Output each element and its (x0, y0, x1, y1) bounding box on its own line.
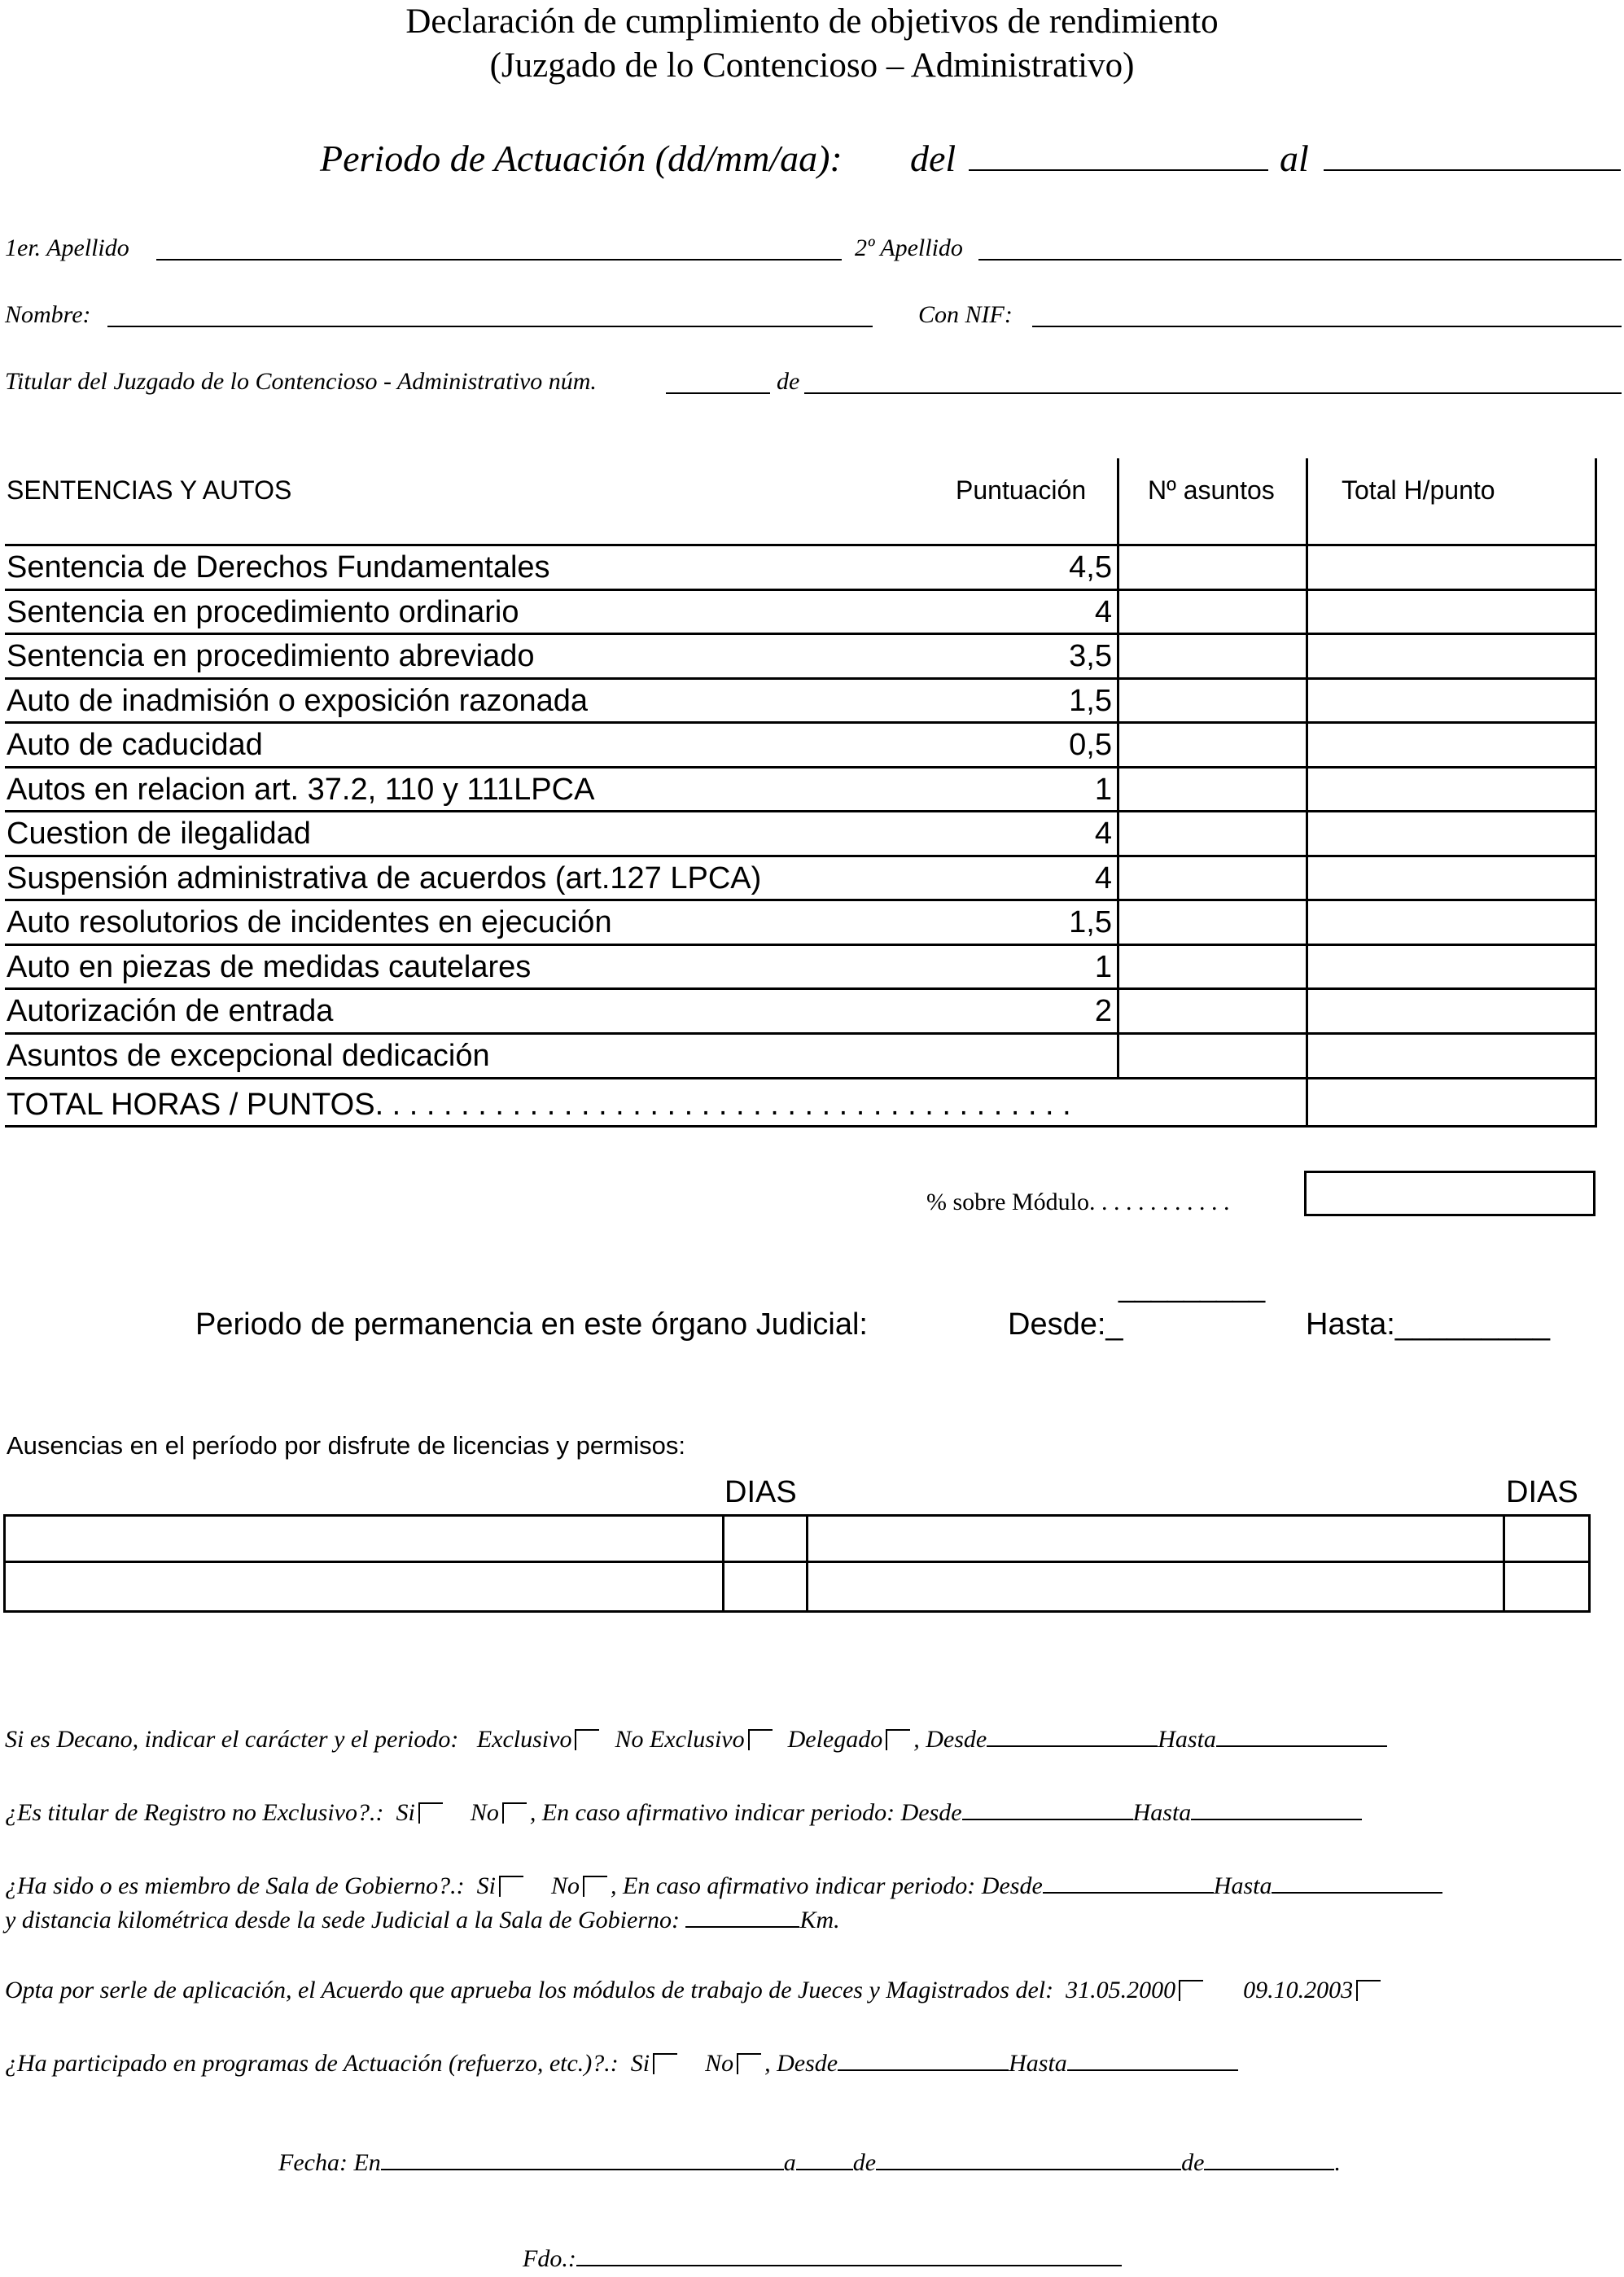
table-row-score: 1,5 (1069, 683, 1112, 718)
decano-opt1-label: Exclusivo (476, 1726, 572, 1753)
sala-no-label: No (551, 1872, 580, 1899)
court-number-field[interactable] (666, 392, 770, 394)
signature-line (523, 2245, 1122, 2273)
decano-to-label: Hasta (1158, 1726, 1216, 1753)
registro-from-field[interactable] (962, 1819, 1133, 1820)
programas-yes-label: Si (630, 2050, 650, 2077)
decano-from-label: , Desde (913, 1726, 987, 1753)
court-label: Titular del Juzgado de lo Contencioso - Administrativo núm. (5, 368, 597, 395)
title-line-1: Declaración de cumplimiento de objetivos de rendimiento (405, 2, 1219, 41)
table-divider (806, 1514, 808, 1613)
nif-field[interactable] (1032, 326, 1622, 327)
fecha-label: Fecha: En (278, 2149, 381, 2176)
fecha-dot: . (1334, 2149, 1341, 2176)
programas-to-field[interactable] (1067, 2069, 1238, 2071)
registro-no-label: No (470, 1799, 499, 1826)
sala-km-label: Km. (799, 1907, 840, 1933)
acuerdo-date2-checkbox[interactable] (1356, 1980, 1381, 2001)
decano-no-exclusivo-checkbox[interactable] (748, 1729, 773, 1750)
table-divider (1588, 1514, 1591, 1613)
programas-no-checkbox[interactable] (737, 2053, 761, 2074)
table-header-count: Nº asuntos (1148, 475, 1275, 505)
table-row-total-field[interactable] (1309, 679, 1592, 720)
decano-text: Si es Decano, indicar el carácter y el periodo: (5, 1726, 459, 1753)
table-row-count-field[interactable] (1120, 989, 1304, 1031)
table-row-total-field[interactable] (1309, 768, 1592, 809)
decano-question (5, 1726, 1387, 1754)
absences-label: Ausencias en el período por disfrute de licencias y permisos: (7, 1431, 685, 1460)
sala-question (5, 1872, 1442, 1900)
surname1-label: 1er. Apellido (5, 234, 129, 261)
title-line-2: (Juzgado de lo Contencioso – Administrativo) (489, 46, 1135, 85)
table-row-score: 0,5 (1069, 728, 1112, 762)
programas-question (5, 2050, 1238, 2078)
permanence-from-over: _________ (1118, 1270, 1266, 1303)
total-label: TOTAL HORAS / PUNTOS. . . . . . . . . . . . . . . . . . . . . . . . . . . . . . . . . . . . . . . . . (7, 1088, 1071, 1122)
table-row-count-field[interactable] (1120, 900, 1304, 942)
absences-days-col2: DIAS (1506, 1475, 1578, 1509)
table-row-label: Asuntos de excepcional dedicación (7, 1038, 490, 1073)
table-row-total-field[interactable] (1309, 545, 1592, 587)
period-label: Periodo de Actuación (dd/mm/aa): (320, 138, 843, 179)
table-row-score: 3,5 (1069, 639, 1112, 673)
programas-to-label: Hasta (1009, 2050, 1067, 2077)
table-row-count-field[interactable] (1120, 723, 1304, 764)
table-row-count-field[interactable] (1120, 679, 1304, 720)
table-row-label: Auto de caducidad (7, 728, 263, 762)
table-row-label: Auto de inadmisión o exposición razonada (7, 683, 589, 718)
court-of-label: de (777, 368, 800, 395)
table-row-score: 2 (1094, 994, 1112, 1028)
table-header-total: Total H/punto (1342, 475, 1495, 505)
table-row-count-field[interactable] (1120, 590, 1304, 632)
decano-exclusivo-checkbox[interactable] (575, 1729, 599, 1750)
table-row-count-field[interactable] (1120, 545, 1304, 587)
table-divider (1306, 458, 1308, 1128)
table-row-label: Suspensión administrativa de acuerdos (art.127 LPCA) (7, 860, 762, 895)
table-row-total-field[interactable] (1309, 945, 1592, 987)
table-row-count-field[interactable] (1120, 945, 1304, 987)
table-rule (3, 1514, 1591, 1517)
table-row-total-field[interactable] (1309, 812, 1592, 853)
table-row-label: Auto en piezas de medidas cautelares (7, 949, 532, 984)
table-rule (3, 1561, 1591, 1563)
absences-days-col1: DIAS (724, 1475, 797, 1509)
sala-distance-text: y distancia kilométrica desde la sede Judicial a la Sala de Gobierno: (5, 1907, 680, 1933)
table-row-total-field[interactable] (1309, 989, 1592, 1031)
fecha-month-field[interactable] (876, 2169, 1181, 2170)
table-row-score: 4 (1094, 860, 1112, 895)
table-divider (1503, 1514, 1505, 1613)
table-row-label: Auto resolutorios de incidentes en ejecución (7, 905, 612, 939)
sala-distance (5, 1907, 840, 1934)
table-row-count-field[interactable] (1120, 812, 1304, 853)
court-location-field[interactable] (804, 392, 1622, 394)
acuerdo-date1-checkbox[interactable] (1179, 1980, 1203, 2001)
registro-no-checkbox[interactable] (502, 1802, 527, 1824)
table-row-count-field[interactable] (1120, 634, 1304, 676)
table-rule (5, 1125, 1307, 1128)
sala-note: , En caso afirmativo indicar periodo: Desde (611, 1872, 1043, 1899)
fecha-de1: de (852, 2149, 877, 2176)
programas-text: ¿Ha participado en programas de Actuación (refuerzo, etc.)?.: (5, 2050, 619, 2077)
permanence-to[interactable]: Hasta:_________ (1306, 1307, 1551, 1342)
decano-opt3-label: Delegado (787, 1726, 883, 1753)
sala-distance-field[interactable] (685, 1926, 799, 1928)
registro-question (5, 1799, 1362, 1827)
programas-yes-checkbox[interactable] (653, 2053, 677, 2074)
table-row-score: 4 (1094, 817, 1112, 851)
table-divider (722, 1514, 724, 1613)
table-row-total-field[interactable] (1309, 1034, 1592, 1075)
table-row-label: Sentencia de Derechos Fundamentales (7, 550, 550, 585)
period-from-label: del (910, 138, 956, 179)
sala-text: ¿Ha sido o es miembro de Sala de Gobierno?.: (5, 1872, 465, 1899)
table-row-count-field[interactable] (1120, 856, 1304, 898)
table-rule (3, 1610, 1591, 1613)
table-divider (1595, 458, 1597, 1128)
table-row-total-field[interactable] (1309, 723, 1592, 764)
acuerdo-date1: 31.05.2000 (1066, 1977, 1176, 2003)
decano-from-field[interactable] (987, 1745, 1158, 1747)
table-header-section: SENTENCIAS Y AUTOS (7, 475, 292, 505)
permanence-label: Periodo de permanencia en este órgano Judicial: (195, 1307, 868, 1342)
table-row-label: Autos en relacion art. 37.2, 110 y 111LPCA (7, 772, 595, 807)
period-to-field[interactable] (1324, 169, 1621, 171)
sala-from-field[interactable] (1043, 1892, 1214, 1894)
table-row-label: Cuestion de ilegalidad (7, 817, 311, 851)
table-row-score: 1,5 (1069, 905, 1112, 939)
fecha-a: a (783, 2149, 796, 2176)
acuerdo-date2: 09.10.2003 (1243, 1977, 1354, 2003)
table-row-total-field[interactable] (1309, 590, 1592, 632)
permanence-from[interactable]: Desde:_ (1008, 1307, 1123, 1342)
table-row-label: Autorización de entrada (7, 994, 334, 1028)
sala-yes-label: Si (476, 1872, 496, 1899)
table-header-score: Puntuación (956, 475, 1087, 505)
sala-to-field[interactable] (1272, 1892, 1442, 1894)
programas-no-label: No (705, 2050, 734, 2077)
fecha-de2: de (1181, 2149, 1205, 2176)
table-row-score: 4,5 (1069, 550, 1112, 585)
fecha-place-field[interactable] (381, 2169, 784, 2170)
table-row-score: 1 (1094, 949, 1112, 984)
surname2-field[interactable] (978, 259, 1622, 261)
programas-from-field[interactable] (838, 2069, 1009, 2071)
modulo-label: % sobre Módulo. . . . . . . . . . . . (926, 1189, 1230, 1215)
fecha-year-field[interactable] (1204, 2169, 1334, 2170)
surname2-label: 2º Apellido (855, 234, 963, 261)
sala-no-checkbox[interactable] (583, 1876, 607, 1897)
table-divider (3, 1514, 6, 1613)
table-row-total-field[interactable] (1309, 900, 1592, 942)
table-row-score: 1 (1094, 772, 1112, 807)
document-title (0, 0, 1624, 88)
signature-field[interactable] (576, 2265, 1122, 2266)
modulo-field[interactable] (1304, 1171, 1596, 1216)
decano-to-field[interactable] (1216, 1745, 1387, 1747)
table-row-count-field[interactable] (1120, 1034, 1304, 1075)
name-field[interactable] (107, 326, 873, 327)
table-row-label: Sentencia en procedimiento ordinario (7, 594, 519, 629)
period-to-label: al (1280, 138, 1309, 179)
programas-from-label: , Desde (764, 2050, 838, 2077)
registro-yes-label: Si (396, 1799, 415, 1826)
total-cell[interactable] (1306, 1077, 1597, 1128)
period-from-field[interactable] (969, 169, 1268, 171)
nif-label: Con NIF: (918, 301, 1013, 328)
surname1-field[interactable] (156, 259, 842, 261)
registro-text: ¿Es titular de Registro no Exclusivo?.: (5, 1799, 384, 1826)
registro-to-label: Hasta (1132, 1799, 1192, 1826)
fecha-day-field[interactable] (796, 2169, 853, 2170)
table-row-label: Sentencia en procedimiento abreviado (7, 639, 535, 673)
name-label: Nombre: (5, 301, 91, 328)
signature-label: Fdo.: (523, 2245, 576, 2272)
acuerdo-question (5, 1977, 1384, 2004)
table-row-total-field[interactable] (1309, 856, 1592, 898)
table-row-score: 4 (1094, 594, 1112, 629)
registro-to-field[interactable] (1191, 1819, 1362, 1820)
decano-opt2-label: No Exclusivo (615, 1726, 745, 1753)
decano-delegado-checkbox[interactable] (886, 1729, 910, 1750)
acuerdo-text: Opta por serle de aplicación, el Acuerdo que aprueba los módulos de trabajo de Jueces y Magistrados del: (5, 1977, 1054, 2003)
registro-yes-checkbox[interactable] (418, 1802, 443, 1824)
sala-yes-checkbox[interactable] (499, 1876, 523, 1897)
sala-to-label: Hasta (1213, 1872, 1272, 1899)
registro-note: , En caso afirmativo indicar periodo: Desde (529, 1799, 962, 1826)
fecha-line (278, 2149, 1341, 2177)
table-row-total-field[interactable] (1309, 634, 1592, 676)
table-row-count-field[interactable] (1120, 768, 1304, 809)
